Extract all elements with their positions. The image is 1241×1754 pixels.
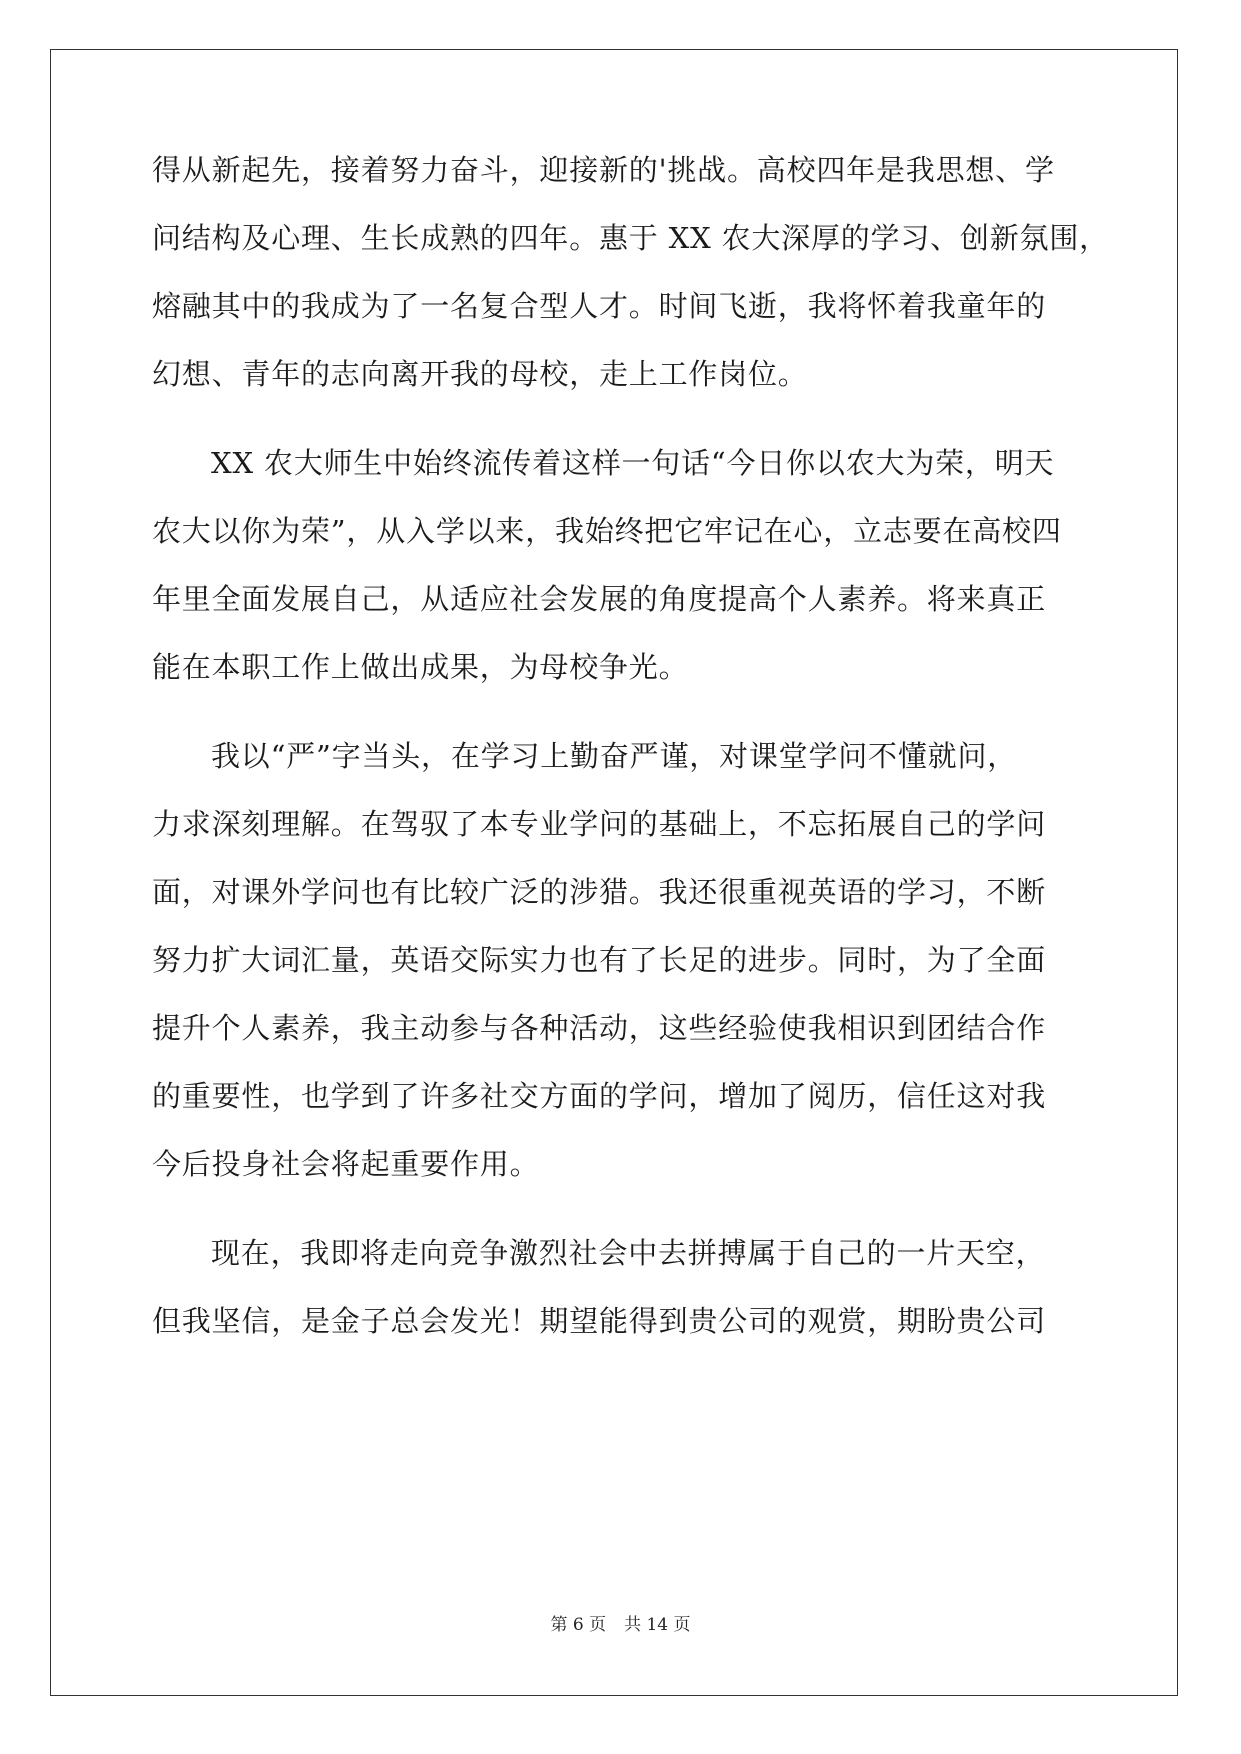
text-line: 熔融其中的我成为了一名复合型人才。时间飞逝，我将怀着我童年的	[152, 289, 1047, 323]
text-line: 得从新起先，接着努力奋斗，迎接新的'挑战。高校四年是我思想、学	[152, 153, 1055, 187]
paragraph-first-line: XX 农大师生中始终流传着这样一句话“今日你以农大为荣，明天	[211, 446, 1055, 480]
text-line: 能在本职工作上做出成果，为母校争光。	[152, 650, 689, 684]
text-line: 今后投身社会将起重要作用。	[152, 1147, 540, 1181]
text-line: 问结构及心理、生长成熟的四年。惠于 XX 农大深厚的学习、创新氛围，	[152, 221, 1109, 255]
text-line: 力求深刻理解。在驾驭了本专业学问的基础上，不忘拓展自己的学问	[152, 807, 1047, 841]
text-line: 年里全面发展自己，从适应社会发展的角度提高个人素养。将来真正	[152, 582, 1047, 616]
text-line: 但我坚信，是金子总会发光！期望能得到贵公司的观赏，期盼贵公司	[152, 1304, 1047, 1338]
text-line: 提升个人素养，我主动参与各种活动，这些经验使我相识到团结合作	[152, 1011, 1047, 1045]
page-total: 共 14 页	[624, 1615, 691, 1635]
page-number: 第 6 页	[550, 1615, 607, 1635]
text-line: 的重要性，也学到了许多社交方面的学问，增加了阅历，信任这对我	[152, 1079, 1047, 1113]
paragraph-first-line: 我以“严”字当头，在学习上勤奋严谨，对课堂学问不懂就问，	[211, 739, 1018, 773]
text-line: 农大以你为荣”，从入学以来，我始终把它牢记在心，立志要在高校四	[152, 514, 1062, 548]
text-line: 努力扩大词汇量，英语交际实力也有了长足的进步。同时，为了全面	[152, 943, 1047, 977]
page-footer	[0, 1610, 1241, 1635]
text-line: 面，对课外学问也有比较广泛的涉猎。我还很重视英语的学习，不断	[152, 875, 1047, 909]
text-line: 幻想、青年的志向离开我的母校，走上工作岗位。	[152, 357, 808, 391]
paragraph-first-line: 现在，我即将走向竞争激烈社会中去拼搏属于自己的一片天空，	[211, 1236, 1046, 1270]
